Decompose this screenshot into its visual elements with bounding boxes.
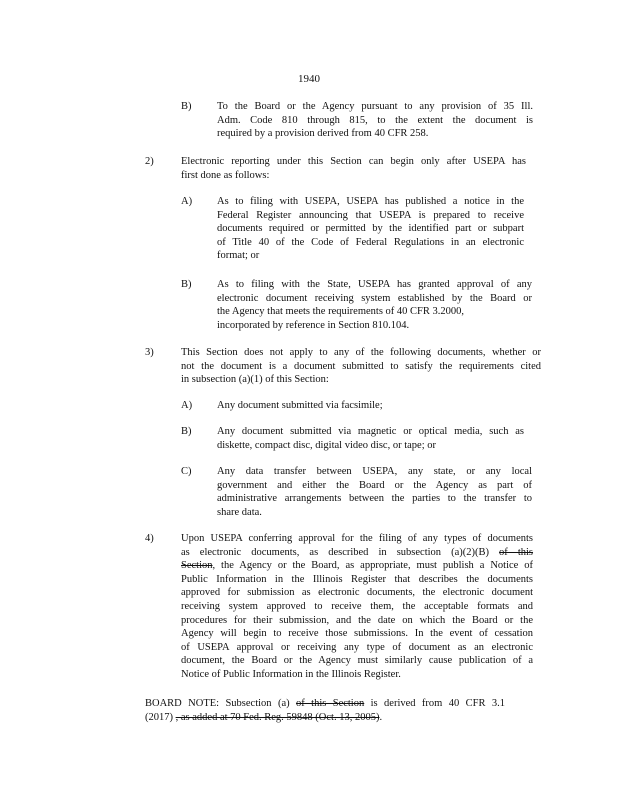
text-line	[181, 546, 533, 560]
text-line: in subsection (a)(1) of this Section:	[181, 374, 329, 386]
text-line: As to filing with USEPA, USEPA has published a notice in the	[217, 196, 524, 207]
item-label: B)	[181, 279, 192, 290]
text-span: BOARD NOTE: Subsection (a)	[145, 698, 290, 709]
text-line: document, the Board or the Agency must similarly cause publication of a	[181, 655, 533, 667]
text-line: This Section does not apply to any of the following documents, whether or	[181, 347, 541, 358]
item-text	[217, 399, 527, 413]
item-label: 2)	[145, 156, 154, 167]
struck-text: , as added at 70 Fed. Reg. 59848 (Oct. 13, 2005)	[175, 711, 380, 723]
text-line: Any document submitted via facsimile;	[217, 400, 383, 411]
text-line: Agency will begin to receive those submissions. In the event of cessation	[181, 628, 533, 640]
text-line: Electronic reporting under this Section can begin only after USEPA has	[181, 156, 526, 167]
item-label: A)	[181, 196, 193, 207]
text-line: required by a provision derived from 40 CFR 258.	[217, 128, 429, 140]
text-line: format; or	[217, 250, 260, 262]
text-span: as electronic documents, as described in subsection (a)(2)(B)	[181, 546, 489, 558]
text-line: incorporated by reference in Section 810.104.	[217, 319, 410, 331]
text-line: of Title 40 of the Code of Federal Regulations in an electronic	[217, 236, 524, 248]
text-line: government and either the Board or the Agency as part of	[217, 479, 532, 491]
text-line: share data.	[217, 506, 262, 518]
struck-text: Section	[181, 560, 213, 572]
text-line: Federal Register announcing that USEPA is prepared to receive	[217, 209, 524, 221]
text-line: Adm. Code 810 through 815, to the extent the document is	[217, 114, 533, 126]
item-label: 3)	[145, 347, 154, 358]
text-line: Any data transfer between USEPA, any state, or any local	[217, 466, 532, 477]
item-text	[181, 155, 526, 182]
text-line	[145, 711, 505, 725]
text-line: procedures for their submission, and the date on which the Board or the	[181, 614, 533, 626]
text-line	[181, 559, 533, 573]
text-line: documents required or permitted by the identified part or subpart	[217, 223, 524, 235]
text-line: approved for submission as electronic documents, the electronic document	[181, 587, 533, 599]
item-label: C)	[181, 466, 192, 477]
text-line: Any document submitted via magnetic or optical media, such as	[217, 426, 524, 437]
text-line: administrative arrangements between the parties to the transfer to	[217, 493, 532, 505]
item-text	[181, 532, 533, 682]
text-line: receiving system approved to receive them, the acceptable formats and	[181, 600, 533, 612]
text-line: To the Board or the Agency pursuant to any provision of 35 Ill.	[217, 101, 533, 112]
text-span: , the Agency or the Board, as appropriate, must publish a Notice of	[212, 560, 533, 572]
item-label: B)	[181, 426, 192, 437]
text-span: (2017)	[145, 711, 173, 723]
item-label: 4)	[145, 533, 154, 544]
item-text	[217, 465, 532, 519]
item-text	[217, 195, 524, 263]
text-line: As to filing with the State, USEPA has granted approval of any	[217, 279, 532, 290]
note-text	[145, 697, 505, 724]
text-line: Notice of Public Information in the Illinois Register.	[181, 668, 401, 680]
item-text	[217, 278, 532, 332]
item-text	[217, 100, 533, 141]
text-line: diskette, compact disc, digital video disc, or tape; or	[217, 439, 436, 451]
item-text	[181, 346, 541, 387]
text-line: the Agency that meets the requirements of 40 CFR 3.2000,	[217, 306, 464, 318]
text-span: is derived from 40 CFR 3.1	[370, 698, 506, 709]
text-line: Public Information in the Illinois Register that describes the documents	[181, 573, 533, 585]
item-text	[217, 425, 524, 452]
text-line: first done as follows:	[181, 169, 270, 181]
text-span: .	[379, 711, 383, 723]
struck-text: of this Section	[296, 698, 365, 709]
item-label: A)	[181, 400, 193, 411]
page-number: 1940	[298, 73, 320, 85]
text-line: of USEPA approval or receiving any type of document as an electronic	[181, 641, 533, 653]
text-line: Upon USEPA conferring approval for the filing of any types of documents	[181, 533, 533, 544]
struck-text: of this	[499, 546, 534, 558]
text-line: not the document is a document submitted to satisfy the requirements cited	[181, 360, 541, 372]
item-label: B)	[181, 101, 192, 112]
text-line: electronic document receiving system established by the Board or	[217, 292, 532, 304]
text-line	[145, 697, 505, 711]
